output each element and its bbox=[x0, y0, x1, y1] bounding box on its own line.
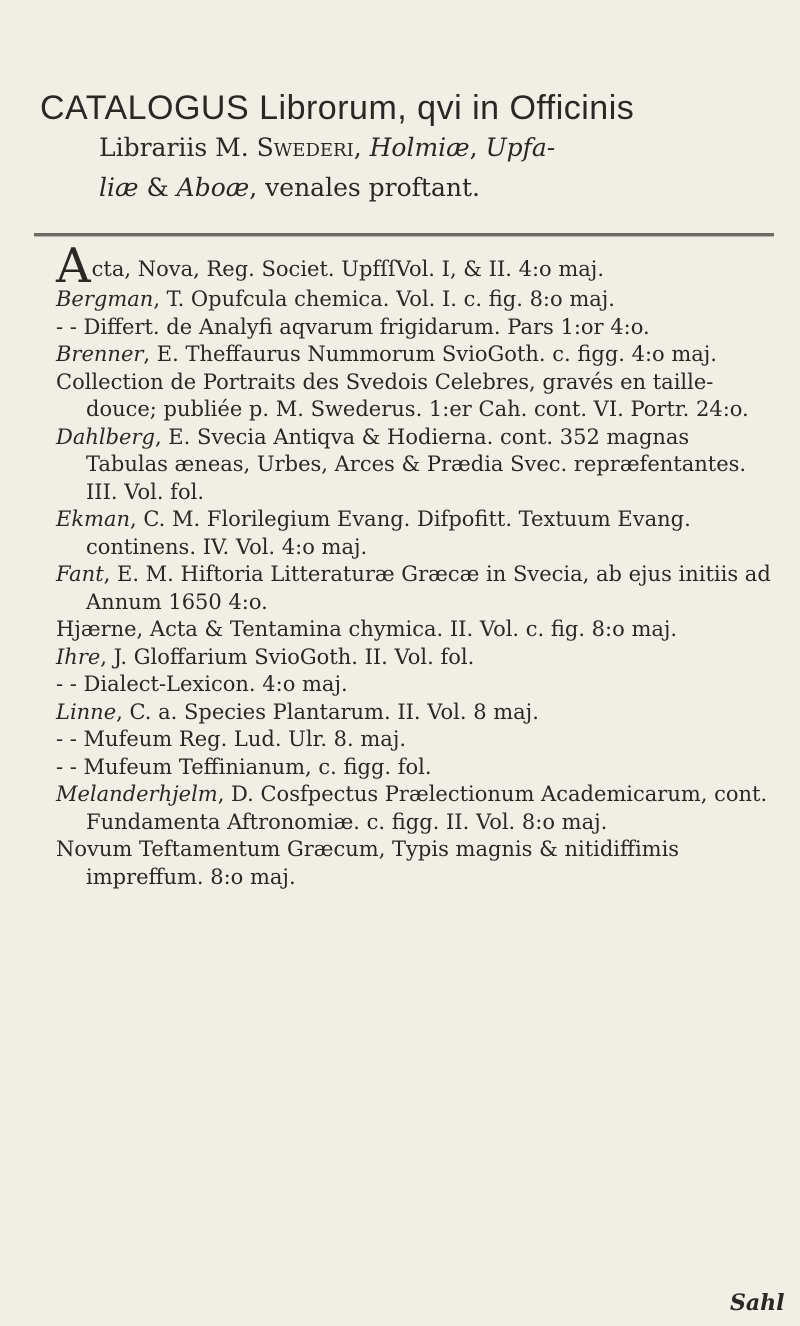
book-entry bbox=[56, 369, 776, 424]
entry-text: , T. Opufcula chemica. Vol. I. c. fig. 8:o maj. bbox=[153, 287, 615, 311]
book-entry bbox=[56, 341, 776, 369]
entry-text: , D. Cosfpectus Prælectionum Academicarum, cont. Fundamenta Aftronomiæ. c. figg. II. Vol. 8:o maj. bbox=[86, 782, 768, 834]
entry-text: , C. M. Florilegium Evang. Difpofitt. Textuum Evang. continens. IV. Vol. 4:o maj. bbox=[86, 507, 691, 559]
entry-text: Novum Teftamentum Græcum, Typis magnis & nitidiffimis impreffum. 8:o maj. bbox=[56, 837, 680, 889]
book-entry bbox=[56, 286, 776, 314]
book-entry bbox=[56, 314, 776, 342]
entry-author: Ekman bbox=[56, 507, 131, 531]
entry-text: , E. M. Hiftoria Litteraturæ Græcæ in Svecia, ab ejus initiis ad Annum 1650 4:o. bbox=[86, 562, 771, 614]
catchword: Sahl bbox=[730, 1290, 785, 1316]
entry-author: Ihre bbox=[56, 644, 101, 669]
entry-text: , E. Svecia Antiqva & Hodierna. cont. 352 magnas Tabulas æneas, Urbes, Arces & Prædia Svec. repræfentantes. III. Vol. fol. bbox=[86, 424, 747, 504]
catalogue-heading bbox=[40, 88, 770, 208]
entry-text: - - Dialect-Lexicon. 4:o maj. bbox=[56, 672, 348, 696]
entry-author: Bergman bbox=[56, 287, 154, 311]
book-entry bbox=[56, 616, 776, 644]
entry-text: Hjærne, Acta & Tentamina chymica. II. Vol. c. fig. 8:o maj. bbox=[56, 617, 678, 641]
book-entry bbox=[56, 671, 776, 699]
entry-text: , E. Theffaurus Nummorum SvioGoth. c. figg. 4:o maj. bbox=[143, 342, 717, 366]
heading-line-3: liæ & Aboæ, venales proftant. bbox=[99, 173, 480, 202]
entry-text: cta, Nova, Reg. Societ. UpfſſVol. I, & II. 4:o maj. bbox=[91, 257, 604, 281]
book-list bbox=[56, 238, 776, 891]
book-entry bbox=[56, 424, 776, 507]
book-entry bbox=[56, 726, 776, 754]
book-entry bbox=[56, 754, 776, 782]
book-entry bbox=[56, 836, 776, 891]
entry-text: , J. Gloffarium SvioGoth. II. Vol. fol. bbox=[100, 644, 475, 669]
entry-text: , C. a. Species Plantarum. II. Vol. 8 maj. bbox=[116, 699, 539, 724]
heading-rule bbox=[34, 233, 774, 237]
entry-author: Melanderhjelm bbox=[56, 782, 218, 806]
entry-author: Dahlberg bbox=[56, 424, 155, 449]
drop-capital: A bbox=[56, 238, 91, 294]
entry-text: Collection de Portraits des Svedois Celebres, gravés en taille-douce; publiée p. M. Swederus. 1:er Cah. cont. VI. Portr. 24:o. bbox=[56, 369, 749, 421]
book-entry bbox=[56, 699, 776, 727]
book-entry bbox=[56, 506, 776, 561]
book-entry bbox=[56, 644, 776, 672]
entry-text: - - Mufeum Teffinianum, c. figg. fol. bbox=[56, 754, 432, 779]
book-entry bbox=[56, 238, 776, 294]
heading-line-2: Librariis M. Swederi, Holmiæ, Upfa- bbox=[99, 133, 556, 162]
entry-author: Fant bbox=[56, 562, 104, 586]
entry-text: - - Mufeum Reg. Lud. Ulr. 8. maj. bbox=[56, 727, 407, 751]
heading-line-1: CATALOGUS Librorum, qvi in Officinis bbox=[40, 89, 635, 127]
entry-text: - - Differt. de Analyfi aqvarum frigidarum. Pars 1:or 4:o. bbox=[56, 314, 650, 339]
book-entry bbox=[56, 561, 776, 616]
entry-author: Linne bbox=[56, 699, 117, 724]
entry-author: Brenner bbox=[56, 342, 144, 366]
book-entry bbox=[56, 781, 776, 836]
